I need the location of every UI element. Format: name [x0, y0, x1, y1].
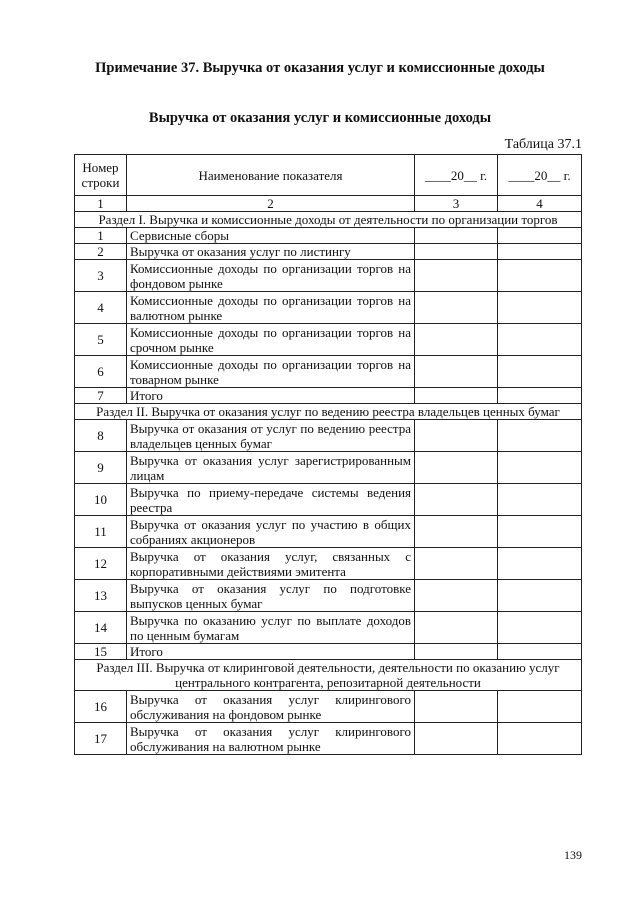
value-cell-year-1[interactable]: [415, 260, 498, 292]
indicator-name: Выручка от оказания услуг клирингового обслуживания на фондовом рынке: [127, 691, 415, 723]
value-cell-year-2[interactable]: [498, 228, 582, 244]
indicator-name: Выручка от оказания услуг по участию в общих собраниях акционеров: [127, 516, 415, 548]
value-cell-year-2[interactable]: [498, 452, 582, 484]
note-title: Примечание 37. Выручка от оказания услуг и комиссионные доходы: [95, 60, 545, 76]
row-number: 7: [75, 388, 127, 404]
value-cell-year-1[interactable]: [415, 580, 498, 612]
table-row: [75, 548, 582, 580]
header-indicator-name: Наименование показателя: [127, 155, 415, 196]
table-row: [75, 260, 582, 292]
value-cell-year-1[interactable]: [415, 484, 498, 516]
value-cell-year-1[interactable]: [415, 324, 498, 356]
value-cell-year-2[interactable]: [498, 260, 582, 292]
table-header-row: [75, 155, 582, 196]
table-row: [75, 388, 582, 404]
indicator-name: Выручка от оказания услуг зарегистрированным лицам: [127, 452, 415, 484]
value-cell-year-1[interactable]: [415, 723, 498, 755]
value-cell-year-2[interactable]: [498, 612, 582, 644]
row-number: 4: [75, 292, 127, 324]
value-cell-year-1[interactable]: [415, 388, 498, 404]
indicator-name: Комиссионные доходы по организации торгов на фондовом рынке: [127, 260, 415, 292]
value-cell-year-1[interactable]: [415, 228, 498, 244]
table-row: [75, 644, 582, 660]
column-number: 4: [498, 196, 582, 212]
table-number: Таблица 37.1: [504, 137, 582, 152]
table-row: [75, 723, 582, 755]
section-title: Раздел II. Выручка от оказания услуг по ведению реестра владельцев ценных бумаг: [75, 404, 582, 420]
row-number: 6: [75, 356, 127, 388]
value-cell-year-1[interactable]: [415, 548, 498, 580]
page-number: 139: [564, 848, 582, 862]
table-row: [75, 244, 582, 260]
row-number: 2: [75, 244, 127, 260]
indicator-name: Выручка от оказания от услуг по ведению реестра владельцев ценных бумаг: [127, 420, 415, 452]
indicator-name: Комиссионные доходы по организации торгов на товарном рынке: [127, 356, 415, 388]
row-number: 17: [75, 723, 127, 755]
indicator-name: Выручка от оказания услуг по подготовке выпусков ценных бумаг: [127, 580, 415, 612]
value-cell-year-2[interactable]: [498, 388, 582, 404]
row-number: 14: [75, 612, 127, 644]
value-cell-year-2[interactable]: [498, 723, 582, 755]
table-row: [75, 612, 582, 644]
value-cell-year-2[interactable]: [498, 644, 582, 660]
indicator-name: Выручка от оказания услуг клирингового обслуживания на валютном рынке: [127, 723, 415, 755]
value-cell-year-1[interactable]: [415, 292, 498, 324]
table-row: [75, 580, 582, 612]
table-row: [75, 691, 582, 723]
column-number: 3: [415, 196, 498, 212]
value-cell-year-2[interactable]: [498, 580, 582, 612]
header-year-1: ____20__ г.: [415, 155, 498, 196]
value-cell-year-2[interactable]: [498, 420, 582, 452]
indicator-name: Комиссионные доходы по организации торгов на срочном рынке: [127, 324, 415, 356]
indicator-name: Комиссионные доходы по организации торгов на валютном рынке: [127, 292, 415, 324]
row-number: 11: [75, 516, 127, 548]
value-cell-year-1[interactable]: [415, 452, 498, 484]
section-title: Раздел III. Выручка от клиринговой деятельности, деятельности по оказанию услуг центрального контрагента, репозитарной деятельности: [75, 660, 582, 691]
table-row: [75, 324, 582, 356]
row-number: 10: [75, 484, 127, 516]
column-number: 1: [75, 196, 127, 212]
table-row: [75, 484, 582, 516]
value-cell-year-1[interactable]: [415, 516, 498, 548]
table-row: [75, 516, 582, 548]
header-row-number: Номер строки: [75, 155, 127, 196]
indicator-name: Выручка от оказания услуг по листингу: [127, 244, 415, 260]
table-row: [75, 420, 582, 452]
value-cell-year-2[interactable]: [498, 548, 582, 580]
value-cell-year-1[interactable]: [415, 691, 498, 723]
indicator-name: Выручка по приему-передаче системы ведения реестра: [127, 484, 415, 516]
indicator-name: Итого: [127, 388, 415, 404]
column-numbers-row: [75, 196, 582, 212]
row-number: 12: [75, 548, 127, 580]
value-cell-year-2[interactable]: [498, 244, 582, 260]
value-cell-year-1[interactable]: [415, 244, 498, 260]
value-cell-year-2[interactable]: [498, 356, 582, 388]
row-number: 1: [75, 228, 127, 244]
section-row: [75, 404, 582, 420]
value-cell-year-2[interactable]: [498, 516, 582, 548]
value-cell-year-2[interactable]: [498, 484, 582, 516]
value-cell-year-2[interactable]: [498, 691, 582, 723]
value-cell-year-1[interactable]: [415, 644, 498, 660]
value-cell-year-1[interactable]: [415, 612, 498, 644]
column-number: 2: [127, 196, 415, 212]
value-cell-year-1[interactable]: [415, 356, 498, 388]
value-cell-year-2[interactable]: [498, 292, 582, 324]
table-row: [75, 228, 582, 244]
section-row: [75, 212, 582, 228]
section-row: [75, 660, 582, 691]
table-row: [75, 356, 582, 388]
indicator-name: Сервисные сборы: [127, 228, 415, 244]
indicator-name: Выручка от оказания услуг, связанных с корпоративными действиями эмитента: [127, 548, 415, 580]
value-cell-year-1[interactable]: [415, 420, 498, 452]
table-title: Выручка от оказания услуг и комиссионные доходы: [148, 110, 492, 126]
indicator-name: Итого: [127, 644, 415, 660]
row-number: 5: [75, 324, 127, 356]
table-row: [75, 452, 582, 484]
row-number: 8: [75, 420, 127, 452]
row-number: 13: [75, 580, 127, 612]
row-number: 15: [75, 644, 127, 660]
row-number: 9: [75, 452, 127, 484]
value-cell-year-2[interactable]: [498, 324, 582, 356]
section-title: Раздел I. Выручка и комиссионные доходы от деятельности по организации торгов: [75, 212, 582, 228]
revenue-table: [74, 154, 582, 755]
header-year-2: ____20__ г.: [498, 155, 582, 196]
row-number: 16: [75, 691, 127, 723]
indicator-name: Выручка по оказанию услуг по выплате доходов по ценным бумагам: [127, 612, 415, 644]
table-row: [75, 292, 582, 324]
row-number: 3: [75, 260, 127, 292]
